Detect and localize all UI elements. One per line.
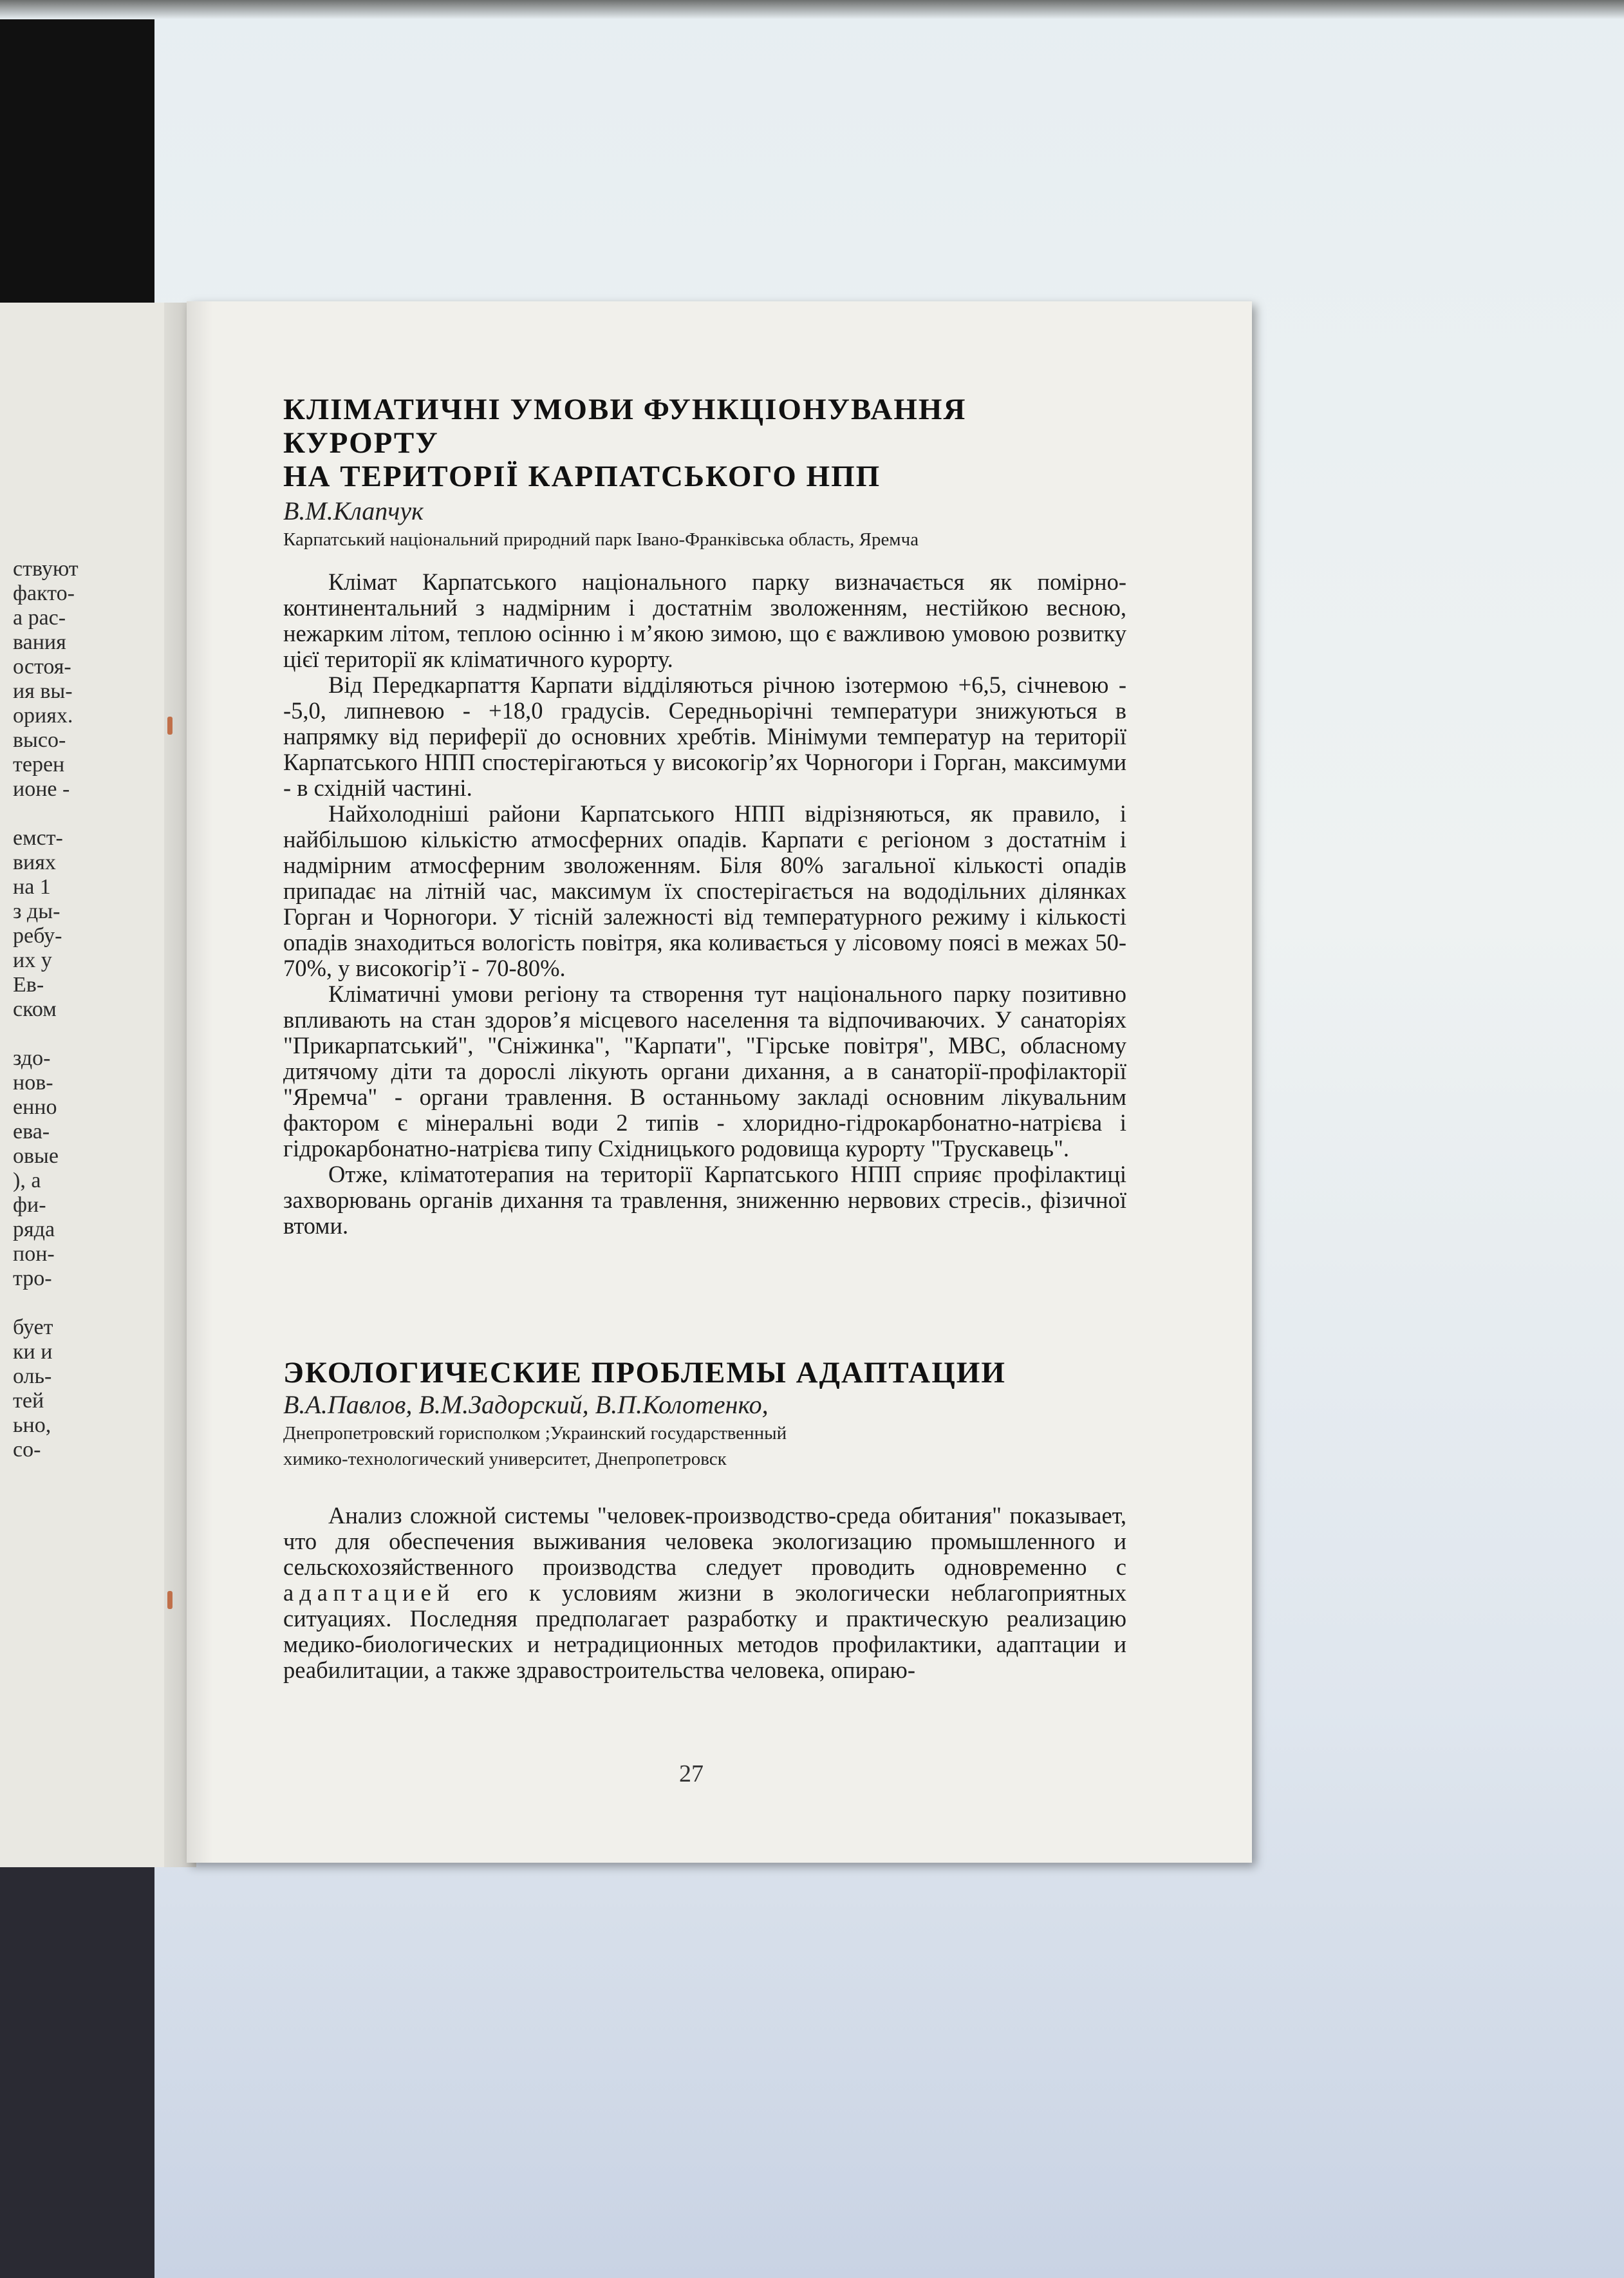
article-title-line1: КЛІМАТИЧНІ УМОВИ ФУНКЦІОНУВАННЯ КУРОРТУ (283, 393, 967, 460)
left-line: ионе - (13, 777, 70, 801)
left-line: ия вы- (13, 679, 73, 703)
left-line: фи- (13, 1193, 46, 1217)
article-title-line2: НА ТЕРИТОРІЇ КАРПАТСЬКОГО НПП (283, 460, 881, 493)
left-line: высо- (13, 728, 66, 752)
left-line: пон- (13, 1242, 55, 1266)
left-line: ряда (13, 1218, 55, 1241)
article2-affiliation-line1: Днепропетровский горисполком ;Украинский государственный (283, 1423, 787, 1444)
article-paragraph: Найхолодніші райони Карпатського НПП відрізняються, як правило, і найбільшою кількістю атмосферних опадів. Карпати є регіоном з достатнім і надмірним атмосферним зволоженням. Біля 80% загальної кількості опадів припадає на літній час, максимум їх спостерігається на вододільних ділянках Горган и Чорногори. У тісній залежності від температурного режиму і кількості опадів знаходиться вологість повітря, яка коливається у лісовому поясі в межах 50-70%, у високогір’ї - 70-80%. (283, 800, 1126, 981)
left-line: ориях. (13, 704, 73, 728)
article-paragraph: Отже, кліматотерапия на території Карпатського НПП сприяє профілактиці захворювань органів дихання та травлення, зниженню нервових стресів., фізичної втоми. (283, 1161, 1126, 1239)
article2-paragraph (283, 1503, 1126, 1683)
page-number: 27 (679, 1760, 704, 1787)
article-paragraph: Кліматичні умови регіону та створення тут національного парку позитивно впливають на стан здоров’я місцевого населення та відпочиваючих. У санаторіях "Прикарпатський", "Сніжинка", "Карпати", "Гірське повітря", МВС, обласному дитячому діти та дорослі лікують органи дихання, а в санаторії-профілакторії "Яремча" - органи травлення. В останньому закладі основним лікувальним фактором є мінеральні води 2 типів - хлоридно-гідрокарбонатно-натрієва і гідрокарбонатно-натрієва типу Східницького родовища курорту "Трускавець". (283, 981, 1126, 1162)
article-authors: В.М.Клапчук (283, 496, 424, 525)
left-line: ском (13, 997, 57, 1021)
article2-authors: В.А.Павлов, В.М.Задорский, В.П.Колотенко, (283, 1390, 769, 1419)
article2-text: Анализ сложной системы "человек-производство-среда обитания" показывает, что для обеспечения выживания человека экологизацию промышленного и сельскохозяйственного производства следует проводить одновременно с (283, 1502, 1126, 1580)
left-line: Ев- (13, 973, 44, 997)
left-line: на 1 (13, 875, 51, 899)
scanner-edge-lower (0, 1854, 154, 2278)
article-paragraph: Клімат Карпатського національного парку визначається як помірно-континентальний з надмірним і достатнім зволоженням, нестійкою весною, нежарким літом, теплою осінню і м’якою зимою, що є важливою умовою розвитку цієї території як кліматичного курорту. (283, 569, 1126, 672)
left-line: тро- (13, 1266, 52, 1290)
left-line: овые (13, 1144, 59, 1168)
left-line: оль- (13, 1364, 52, 1388)
left-line: здо- (13, 1046, 51, 1070)
right-page (187, 301, 1252, 1863)
article2-body (283, 1503, 1126, 1683)
left-line: остоя- (13, 655, 71, 679)
left-line: ьно, (13, 1413, 51, 1437)
article2-emphasis: адаптацией (283, 1579, 456, 1606)
article2-text: его к условиям жизни в экологически неблагоприятных ситуациях. Последняя предполагает разработку и практическую реализацию медико-биологических и нетрадиционных методов профилактики, адаптации и реабилитации, а также здравостроительства человека, опираю- (283, 1579, 1127, 1683)
left-line: терен (13, 753, 65, 777)
left-line: ева- (13, 1120, 50, 1144)
left-line: ки и (13, 1340, 53, 1364)
article-title (283, 393, 1126, 493)
left-line: емст- (13, 826, 63, 850)
left-line: бует (13, 1315, 53, 1339)
left-line: факто- (13, 581, 75, 605)
article2-affiliation-line2: химико-технологический университет, Днепропетровск (283, 1449, 727, 1469)
left-line: их у (13, 948, 52, 972)
article-body (283, 569, 1126, 1239)
left-line: ствуют (13, 557, 79, 581)
left-line: ребу- (13, 924, 62, 948)
left-line: виях (13, 851, 56, 874)
article-klimatychni (283, 393, 1126, 1239)
left-line: нов- (13, 1071, 53, 1095)
left-line: со- (13, 1438, 41, 1462)
article-paragraph: Від Передкарпаття Карпати відділяються річною ізотермою +6,5, січневою - -5,0, липневою - +18,0 градусів. Середньорічні температури знижуються в напрямку від периферії до основних хребтів. Мінімуми температур на території Карпатського НПП спостерігаються у високогір’ях Чорногори і Горган, максимуми - в східній частині. (283, 672, 1126, 801)
article-ekologicheskie (283, 1356, 1126, 1683)
binding-mark (167, 717, 173, 735)
article2-title: ЭКОЛОГИЧЕСКИЕ ПРОБЛЕМЫ АДАПТАЦИИ (283, 1356, 1006, 1389)
article-affiliation: Карпатський національний природний парк Івано-Франківська область, Яремча (283, 529, 919, 550)
scan-top-shadow (0, 0, 1624, 19)
left-line: енно (13, 1095, 57, 1119)
left-line: з ды- (13, 899, 61, 923)
left-line: ), а (13, 1169, 41, 1192)
left-page-text (13, 557, 97, 1462)
binding-mark (167, 1591, 173, 1609)
left-line: тей (13, 1389, 44, 1413)
left-line: а рас- (13, 606, 66, 630)
left-line: вания (13, 630, 66, 654)
